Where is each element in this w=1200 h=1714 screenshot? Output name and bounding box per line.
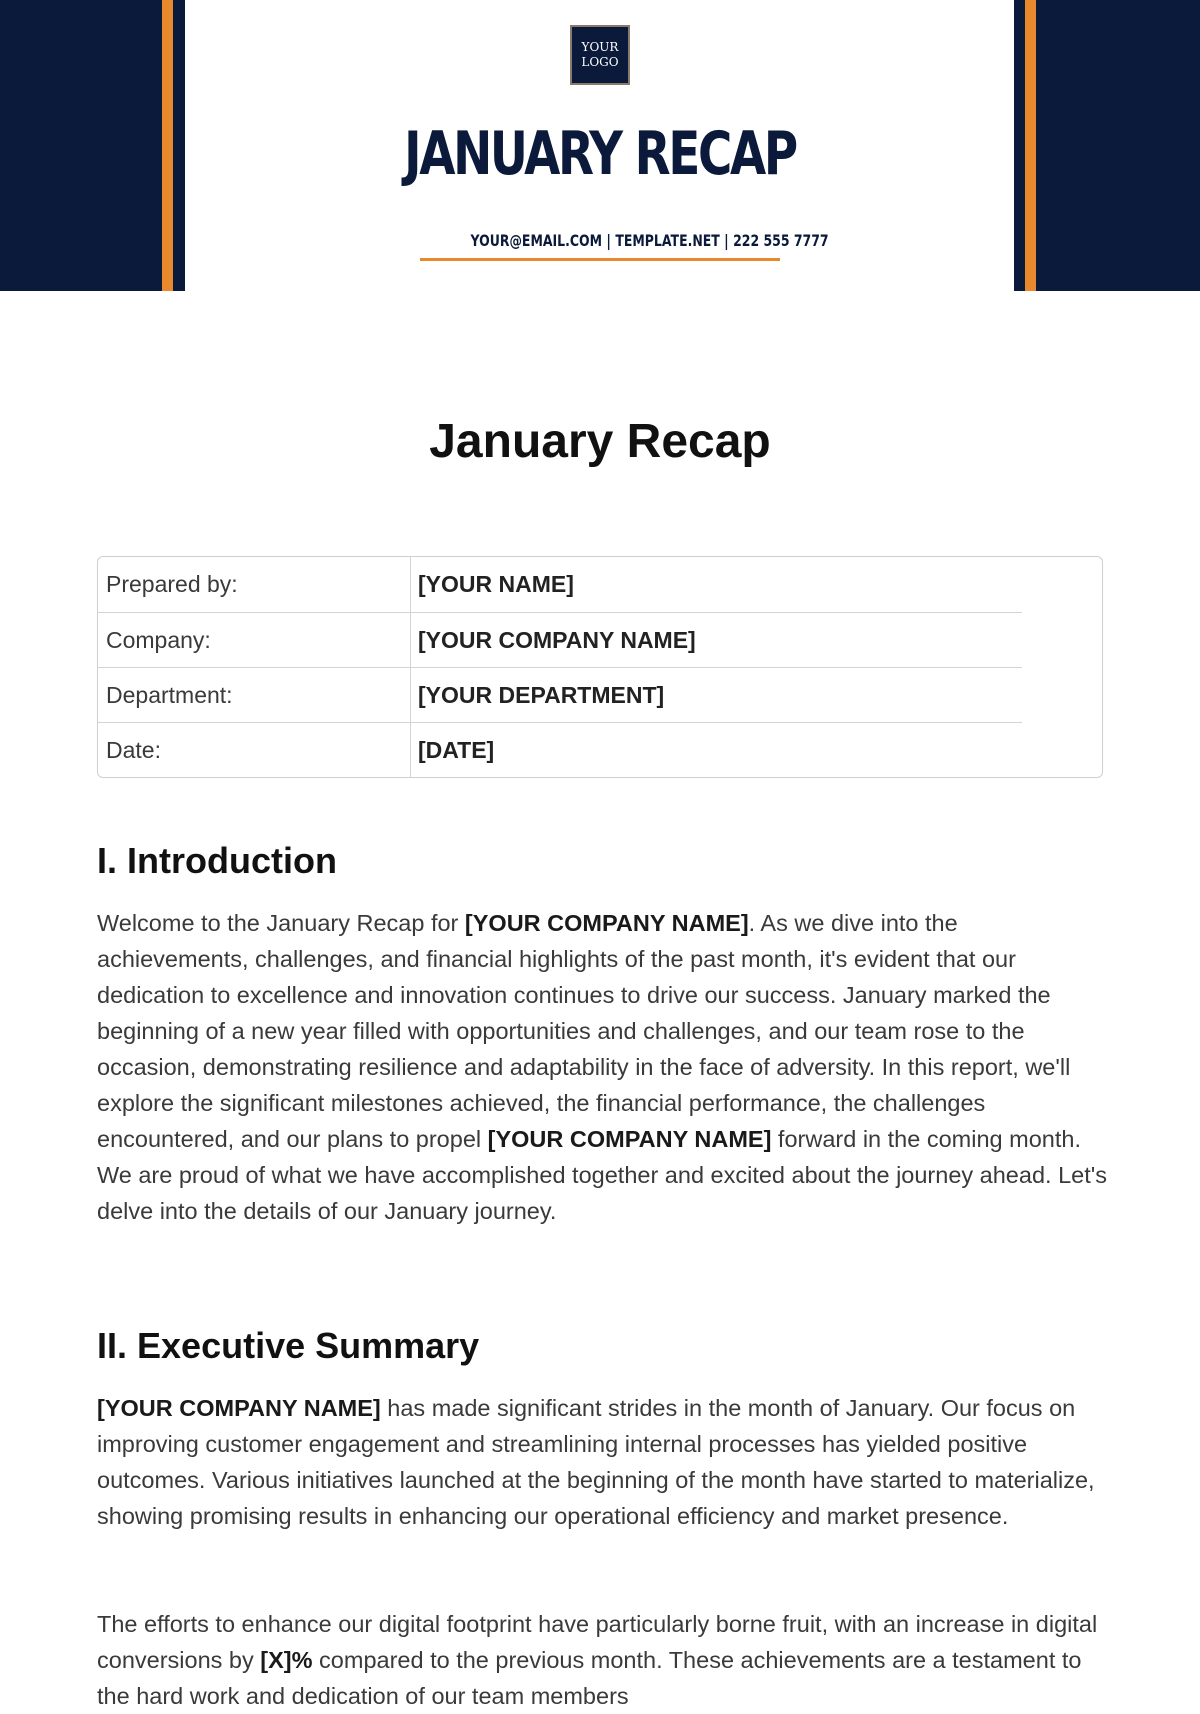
- info-value: [YOUR COMPANY NAME]: [418, 627, 696, 653]
- logo-text: YOUR LOGO: [581, 40, 619, 69]
- section-heading-introduction: I. Introduction: [97, 840, 337, 881]
- header-title: JANUARY RECAP: [404, 119, 796, 189]
- info-value: [DATE]: [418, 737, 495, 763]
- contact-separator: |: [724, 231, 729, 250]
- text-run: forward in the coming month. We are proud of what we have accomplished together and excited about the journey ahead. Let's delve into the details of our January journey.: [97, 1126, 1107, 1224]
- table-row: [98, 613, 1102, 668]
- text-run: . As we dive into the achievements, challenges, and financial highlights of the past month, it's evident that our dedication to excellence and innovation continues to drive our success. January marked the beginning of a new year filled with opportunities and challenges, and our team rose to the occasion, demonstrating resilience and adaptability in the face of adversity. In this report, we'll explore the significant milestones achieved, the financial performance, the challenges encountered, and our plans to propel: [97, 910, 1071, 1152]
- contact-underline: [420, 258, 780, 261]
- info-table: [97, 556, 1103, 778]
- contact-line: [420, 230, 829, 252]
- contact-email[interactable]: YOUR@EMAIL.COM: [470, 231, 603, 250]
- info-label: Company:: [106, 627, 211, 653]
- company-logo: [570, 25, 630, 85]
- table-row: [98, 557, 1102, 612]
- table-row: [98, 668, 1102, 723]
- info-label: Department:: [106, 682, 233, 708]
- text-run: has made significant strides in the month of January. Our focus on improving customer engagement and streamlining internal processes has yielded positive outcomes. Various initiatives launched at the beginning of the month have started to materialize, showing promising results in enhancing our operational efficiency and market presence.: [97, 1395, 1095, 1529]
- section-heading-executive-summary: II. Executive Summary: [97, 1325, 480, 1366]
- company-name-placeholder: [YOUR COMPANY NAME]: [487, 1126, 772, 1152]
- text-run: Welcome to the January Recap for: [97, 910, 465, 936]
- contact-phone[interactable]: 222 555 7777: [733, 231, 829, 250]
- contact-separator: |: [606, 231, 611, 250]
- executive-summary-paragraph: [97, 1390, 1112, 1534]
- company-name-placeholder: [YOUR COMPANY NAME]: [97, 1395, 381, 1421]
- page-title: January Recap: [429, 415, 771, 468]
- percentage-placeholder: [X]%: [260, 1647, 313, 1673]
- info-value: [YOUR DEPARTMENT]: [418, 682, 665, 708]
- info-label: Date:: [106, 737, 161, 763]
- executive-summary-paragraph-2: [97, 1606, 1112, 1714]
- contact-website[interactable]: TEMPLATE.NET: [615, 231, 720, 250]
- text-run: compared to the previous month. These achievements are a testament to the hard work and dedication of our team members: [97, 1647, 1082, 1709]
- text-run: The efforts to enhance our digital footprint have particularly borne fruit, with an increase in digital conversions by: [97, 1611, 1098, 1673]
- header-banner: [0, 0, 1200, 291]
- introduction-paragraph: [97, 905, 1112, 1229]
- info-value: [YOUR NAME]: [418, 571, 574, 597]
- info-label: Prepared by:: [106, 571, 238, 597]
- company-name-placeholder: [YOUR COMPANY NAME]: [464, 910, 749, 936]
- table-row: [98, 723, 1102, 778]
